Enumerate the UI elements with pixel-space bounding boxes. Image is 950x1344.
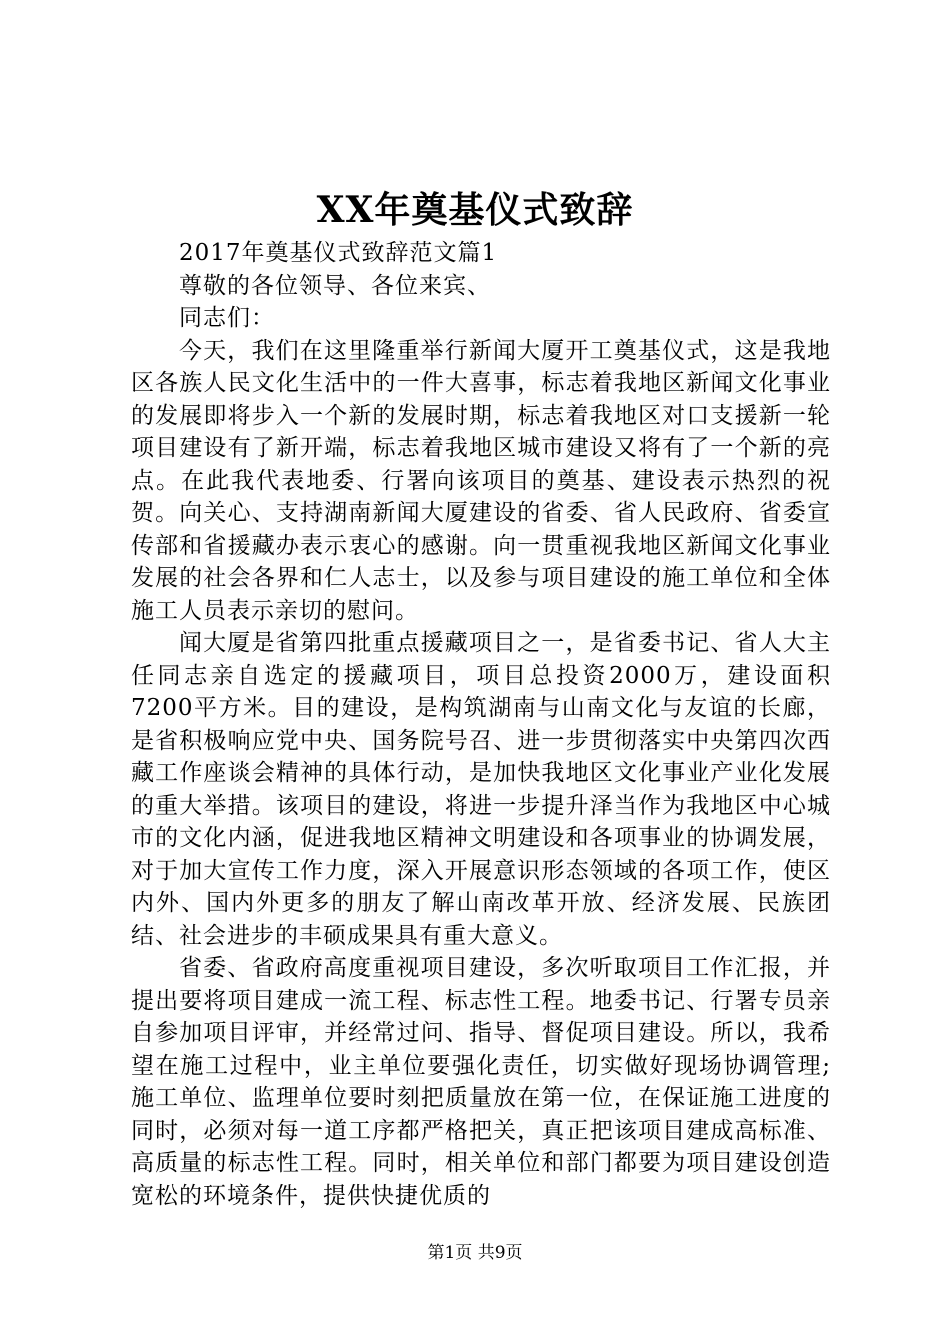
paragraph-3: 省委、省政府高度重视项目建设，多次听取项目工作汇报，并提出要将项目建成一流工程、标志性工程。地委书记、行署专员亲自参加项目评审，并经常过问、指导、督促项目建设。所以，我希望在施工过程中，业主单位要强化责任，切实做好现场协调管理;施工单位、监理单位要时刻把质量放在第一位，在保证施工进度的同时，必须对每一道工序都严格把关，真正把该项目建成高标准、高质量的标志性工程。同时，相关单位和部门都要为项目建设创造宽松的环境条件，提供快捷优质的 [131,955,831,1209]
document-body [131,237,831,1212]
salutation-line-1: 尊敬的各位领导、各位来宾、 [179,272,491,299]
paragraph-2: 闻大厦是省第四批重点援藏项目之一，是省委书记、省人大主任同志亲自选定的援藏项目，项目总投资2000万，建设面积7200平方米。目的建设，是构筑湖南与山南文化与友谊的长廊，是省积极响应党中央、国务院号召、进一步贯彻落实中央第四次西藏工作座谈会精神的具体行动，是加快我地区文化事业产业化发展的重大举措。该项目的建设，将进一步提升泽当作为我地区中心城市的文化内涵，促进我地区精神文明建设和各项事业的协调发展，对于加大宣传工作力度，深入开展意识形态领域的各项工作，使区内外、国内外更多的朋友了解山南改革开放、经济发展、民族团结、社会进步的丰硕成果具有重大意义。 [131,630,831,949]
salutation-line-2: 同志们： [179,305,275,331]
document-subtitle: 2017年奠基仪式致辞范文篇1 [179,240,498,266]
paragraph-1: 今天，我们在这里隆重举行新闻大厦开工奠基仪式，这是我地区各族人民文化生活中的一件大喜事，标志着我地区新闻文化事业的发展即将步入一个新的发展时期，标志着我地区对口支援新一轮项目建设有了新开端，标志着我地区城市建设又将有了一个新的亮点。在此我代表地委、行署向该项目的奠基、建设表示热烈的祝贺。向关心、支持湖南新闻大厦建设的省委、省人民政府、省委宣传部和省援藏办表示衷心的感谢。向一贯重视我地区新闻文化事业发展的社会各界和仁人志士，以及参与项目建设的施工单位和全体施工人员表示亲切的慰问。 [131,337,831,624]
document-title: XX年奠基仪式致辞 [316,189,634,231]
page-footer: 第1页 共9页 [427,1243,523,1263]
